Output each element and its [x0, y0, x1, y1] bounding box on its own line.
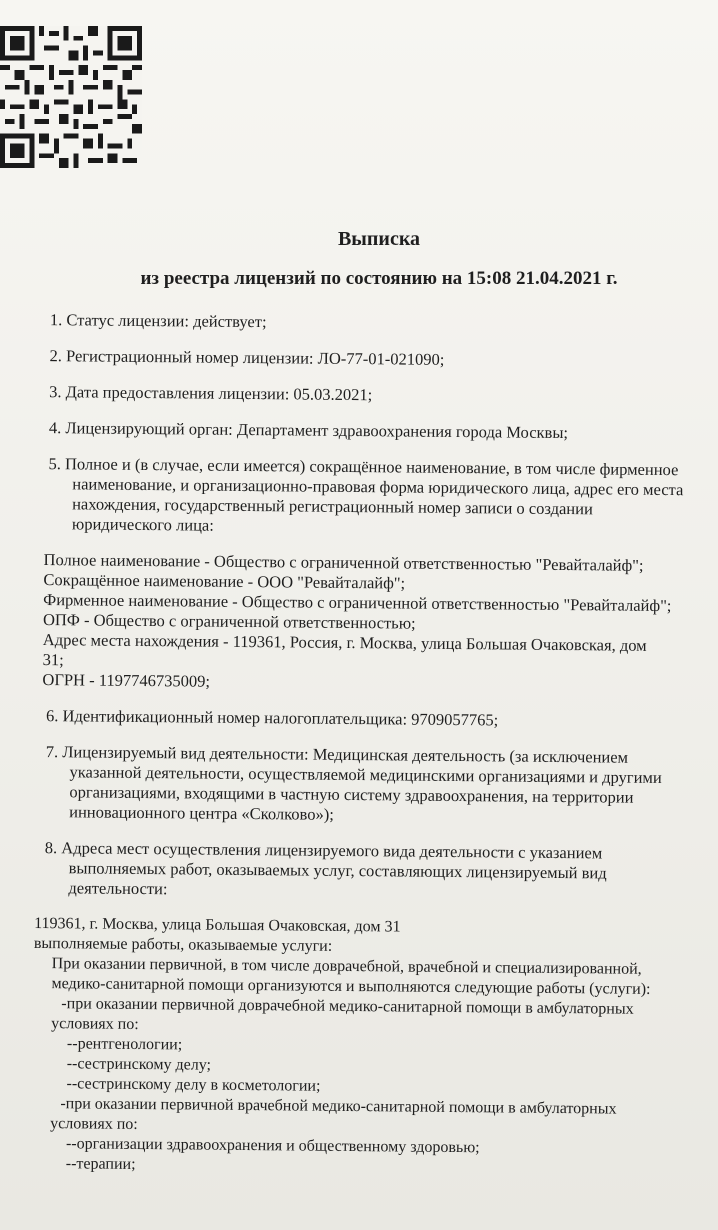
item-6: 6. Идентификационный номер налогоплательщика: 9709057765;: [46, 706, 499, 730]
item-5-line: 5. Полное и (в случае, если имеется) сокращённое наименование, в том числе фирменное: [48, 454, 679, 480]
service-item: --сестринскому делу;: [66, 1055, 212, 1074]
physician-care-heading-cont: условиях по:: [50, 1115, 138, 1133]
service-item: --рентгенологии;: [66, 1035, 183, 1054]
services-block: [32, 914, 718, 1181]
item-8-line: деятельности:: [68, 878, 168, 899]
prehospital-care-heading: -при оказании первичной доврачебной медико-санитарной помощи в амбулаторных: [61, 995, 634, 1018]
qr-code: [0, 22, 142, 172]
document-subtitle: из реестра лицензий по состоянию на 15:08 21.04.2021 г.: [140, 268, 618, 289]
services-intro-cont: медико-санитарной помощи организуются и выполняются следующие работы (услуги):: [51, 975, 651, 998]
works-label: выполняемые работы, оказываемые услуги:: [33, 934, 333, 955]
item-5-line: нахождения, государственный регистрационный номер записи о создании: [72, 494, 593, 519]
service-item: --сестринскому делу в косметологии;: [66, 1075, 321, 1095]
item-5: [48, 454, 718, 541]
item-3: 3. Дата предоставления лицензии: 05.03.2021;: [49, 382, 373, 405]
org-firm-name: Фирменное наименование - Общество с ограниченной ответственностью "Ревайталайф";: [43, 590, 672, 616]
item-5-line: юридического лица:: [71, 514, 214, 535]
org-address-cont: 31;: [42, 650, 64, 670]
item-8-line: выполняемых работ, оказываемых услуг, составляющих лицензируемый вид: [68, 858, 607, 883]
service-address: 119361, г. Москва, улица Большая Очаковская, дом 31: [34, 914, 401, 936]
item-8-line: 8. Адреса мест осуществления лицензируемого вида деятельности с указанием: [44, 838, 603, 863]
item-7-line: 7. Лицензируемый вид деятельности: Медицинская деятельность (за исключением: [45, 742, 629, 767]
org-full-name: Полное наименование - Общество с ограниченной ответственностью "Ревайталайф";: [43, 550, 644, 575]
prehospital-care-heading-cont: условиях по:: [51, 1015, 139, 1033]
item-5-line: наименование, и организационно-правовая форма юридического лица, адрес его места: [72, 474, 684, 500]
services-intro: При оказании первичной, в том числе доврачебной, врачебной и специализированной,: [51, 955, 642, 978]
document-body: [32, 310, 718, 1181]
item-7-line: организациями, входящими в частную систему здравоохранения, на территории: [69, 782, 634, 807]
org-opf: ОПФ - Общество с ограниченной ответственностью;: [42, 610, 416, 633]
item-7-line: указанной деятельности, осуществляемой медицинскими организациями и другими: [69, 762, 662, 787]
org-address: Адрес места нахождения - 119361, Россия, г. Москва, улица Большая Очаковская, дом: [42, 630, 647, 655]
item-4: 4. Лицензирующий орган: Департамент здравоохранения города Москвы;: [48, 418, 569, 443]
item-1: 1. Статус лицензии: действует;: [49, 310, 267, 332]
service-item: --терапии;: [65, 1155, 136, 1173]
org-short-name: Сокращённое наименование - ООО "Ревайталайф";: [43, 570, 406, 593]
document-title: Выписка: [337, 228, 421, 250]
physician-care-heading: -при оказании первичной врачебной медико-санитарной помощи в амбулаторных: [60, 1095, 617, 1118]
item-7-line: инновационного центра «Сколково»);: [69, 802, 334, 824]
organization-block: [42, 550, 718, 697]
item-8: [44, 838, 718, 905]
item-7: [45, 742, 718, 829]
service-item: --организации здравоохранения и общественному здоровью;: [65, 1135, 480, 1157]
org-ogrn: ОГРН - 1197746735009;: [42, 670, 211, 691]
item-2: 2. Регистрационный номер лицензии: ЛО-77-01-021090;: [49, 346, 445, 369]
